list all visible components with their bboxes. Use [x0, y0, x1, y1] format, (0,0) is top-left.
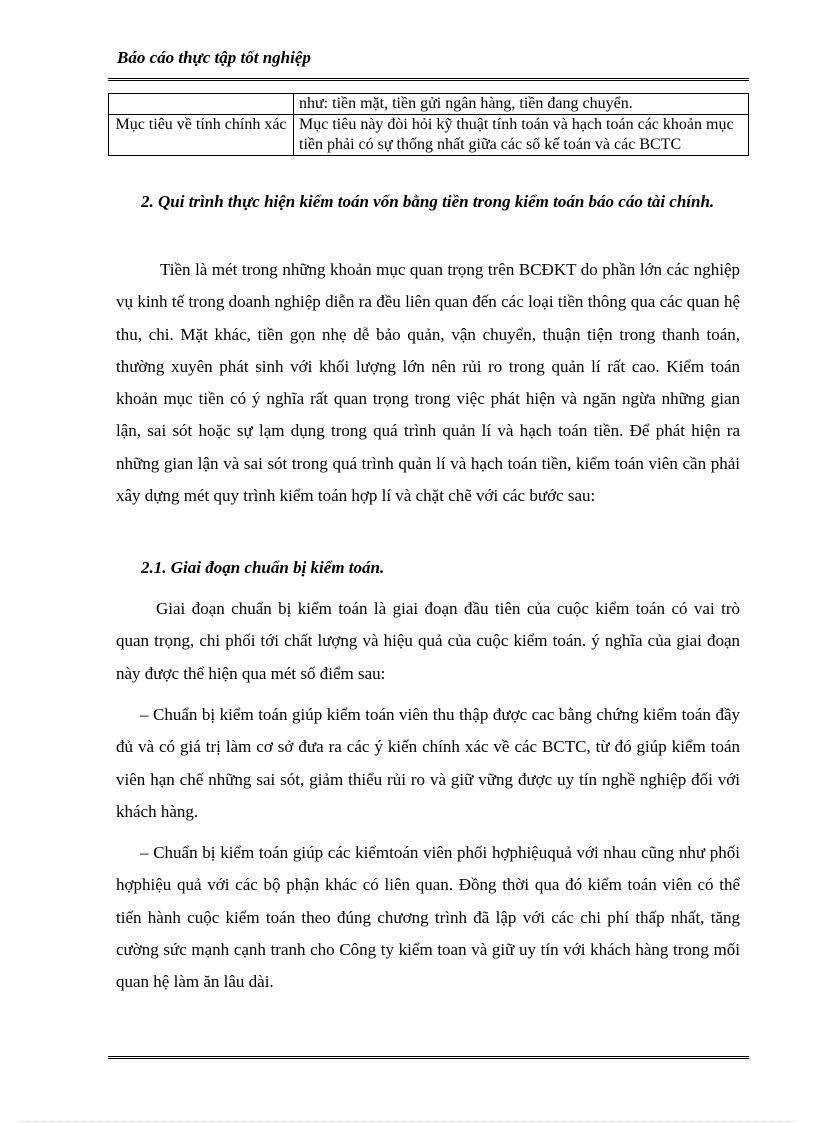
section-2-1-heading: 2.1. Giai đoạn chuẩn bị kiểm toán. [141, 558, 385, 577]
table-cell-content: như: tiền mặt, tiền gửi ngân hàng, tiền đang chuyển. [294, 94, 749, 115]
table-row [109, 115, 749, 156]
table-cell-label: Mục tiêu về tính chính xác [109, 115, 294, 156]
footer-divider [108, 1056, 749, 1059]
table-row [109, 94, 749, 115]
table-cell-content: Mục tiêu này đòi hỏi kỹ thuật tính toán và hạch toán các khoản mục tiền phải có sự thống nhất giữa các sổ kế toán và các BCTC [294, 115, 749, 156]
section-2-1-bullet: – Chuẩn bị kiểm toán giúp kiểm toán viên thu thập được cac bằng chứng kiểm toán đầy đủ và có giá trị làm cơ sở đưa ra các ý kiến chính xác về các BCTC, từ đó giúp kiểm toán viên hạn chế những sai sót, giảm thiểu rủi ro và giữ vững được uy tín nghề nghiệp đối với khách hàng. [116, 705, 740, 821]
page-header-title: Báo cáo thực tập tốt nghiệp [117, 48, 311, 67]
audit-objectives-table [108, 93, 749, 156]
section-2-paragraph: Tiền là mét trong những khoản mục quan trọng trên BCĐKT do phần lớn các nghiệp vụ kinh tế trong doanh nghiệp diễn ra đều liên quan đến các loại tiền thông qua các quan hệ thu, chi. Mặt khác, tiền gọn nhẹ dễ bảo quản, vận chuyển, thuận tiện trong thanh toán, thường xuyên phát sinh với khối lượng lớn nên rủi ro trong quản lí rất cao. Kiểm toán khoản mục tiền có ý nghĩa rất quan trọng trong việc phát hiện và ngăn ngừa những gian lận, sai sót hoặc sự lạm dụng trong quá trình quản lí và hạch toán tiền. Để phát hiện ra những gian lận và sai sót trong quá trình quản lí và hạch toán tiền, kiểm toán viên cần phải xây dựng mét quy trình kiểm toán hợp lí và chặt chẽ với các bước sau: [116, 260, 740, 506]
section-2-1-bullet: – Chuẩn bị kiểm toán giúp các kiểmtoán viên phối hợphiệuquả với nhau cũng như phối hợphiệu quả với các bộ phận khác có liên quan. Đồng thời qua đó kiểm toán viên có thể tiến hành cuộc kiểm toán theo đúng chương trình đã lập với các chi phí thấp nhất, tăng cường sức mạnh cạnh tranh cho Công ty kiểm toan và giữ uy tín với khách hàng trong mối quan hệ làm ăn lâu dài. [116, 843, 740, 992]
table-cell-label [109, 94, 294, 115]
section-2-1-paragraph: Giai đoạn chuẩn bị kiểm toán là giai đoạn đầu tiên của cuộc kiểm toán có vai trò quan trọng, chi phối tới chất lượng và hiệu quả của cuộc kiểm toán. ý nghĩa của giai đoạn này được thể hiện qua mét số điểm sau: [116, 599, 740, 683]
page-edge-line [20, 1121, 796, 1122]
section-2-heading: 2. Qui trình thực hiện kiểm toán vốn bằng tiền trong kiểm toán báo cáo tài chính. [141, 192, 715, 211]
header-divider [108, 78, 749, 81]
